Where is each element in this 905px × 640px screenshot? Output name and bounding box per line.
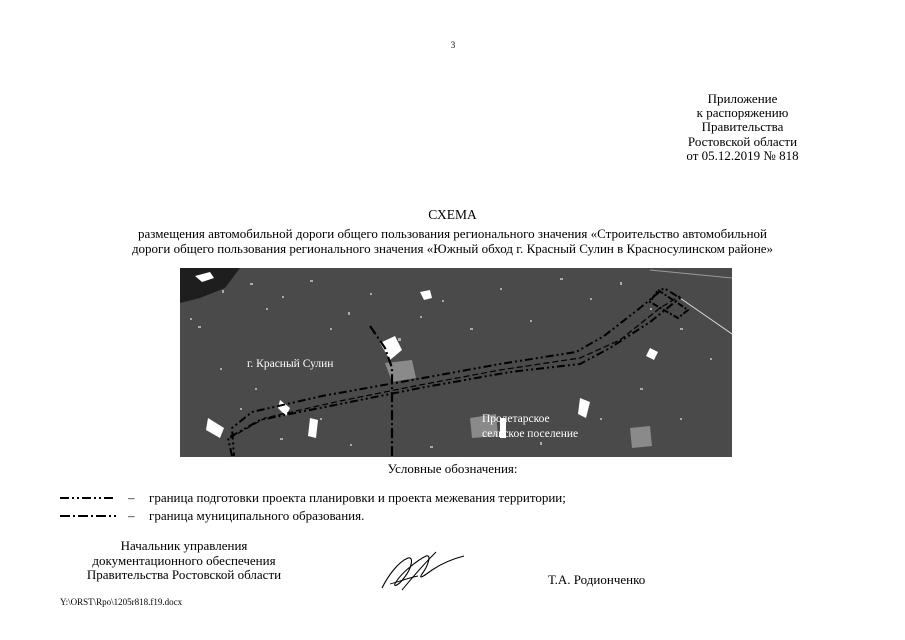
legend-heading: Условные обозначения:	[387, 461, 518, 476]
city-label: г. Красный Сулин	[247, 358, 334, 370]
file-path: Y:\ORST\Rpo\1205r818.f19.docx	[60, 597, 183, 607]
legend-dash: –	[128, 508, 135, 523]
document-subtitle	[60, 226, 845, 256]
dash-dot-dot-line-icon	[60, 493, 116, 503]
legend-text: граница муниципального образования.	[149, 508, 365, 523]
signer-name: Т.А. Родионченко	[548, 572, 646, 587]
settlement-label-line2: сельское поселение	[482, 428, 579, 440]
subtitle-line: дороги общего пользования регионального значения «Южный обход г. Красный Сулин в Красносулинском районе»	[131, 241, 774, 256]
signer-line: Правительства Ростовской области	[86, 567, 282, 582]
appendix-line: Правительства	[701, 119, 784, 135]
signature-icon	[378, 548, 470, 596]
appendix-line: к распоряжению	[696, 105, 789, 121]
subtitle-line: размещения автомобильной дороги общего пользования регионального значения «Строительство автомобильной	[137, 226, 768, 241]
signer-line: Начальник управления	[120, 538, 248, 553]
scheme-map	[180, 268, 732, 457]
dash-dot-line-icon	[60, 511, 116, 521]
page-number: 3	[450, 40, 456, 50]
appendix-date-number: от 05.12.2019 № 818	[686, 147, 799, 163]
legend-text: граница подготовки проекта планировки и проекта межевания территории;	[149, 490, 566, 505]
document-title: СХЕМА	[428, 207, 477, 222]
appendix-line: Ростовской области	[687, 133, 798, 149]
appendix-block	[655, 92, 830, 163]
appendix-line: Приложение	[707, 91, 778, 106]
legend-dash: –	[128, 490, 135, 505]
signer-line: документационного обеспечения	[92, 552, 276, 568]
signer-position	[40, 539, 328, 583]
settlement-label-line1: Пролетарское	[482, 413, 550, 425]
